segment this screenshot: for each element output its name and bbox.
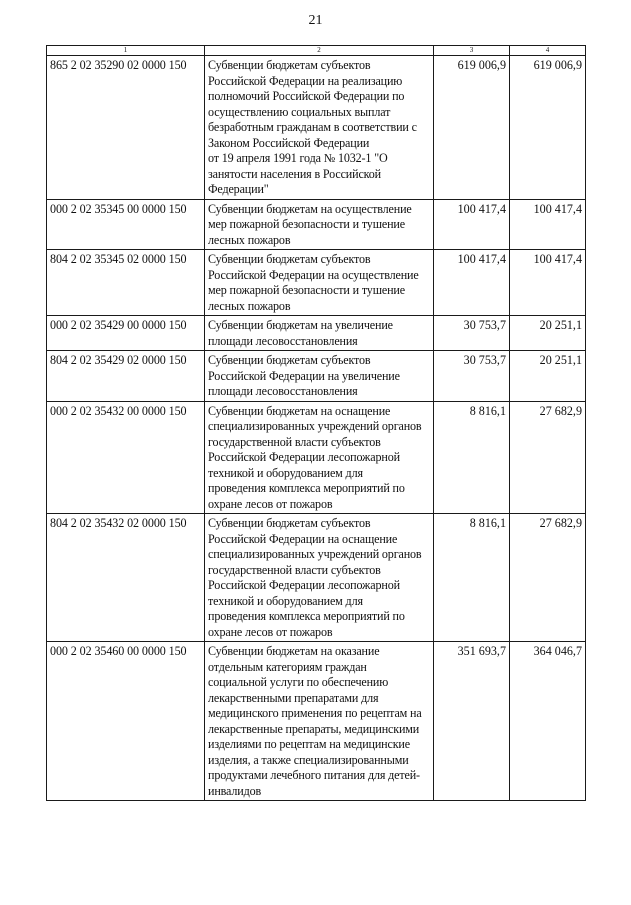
description-line: занятости населения в Российской xyxy=(208,166,381,181)
table-row xyxy=(47,642,586,801)
description-line: охране лесов от пожаров xyxy=(208,496,333,511)
description-line: специализированных учреждений органов xyxy=(208,547,422,561)
budget-classification-code: 804 2 02 35432 02 0000 150 xyxy=(47,514,205,642)
description-line: специализированных учреждений органов xyxy=(208,419,422,433)
description-line: площади лесовосстановления xyxy=(208,333,358,348)
column-header-4: 4 xyxy=(510,46,586,56)
budget-classification-code: 000 2 02 35432 00 0000 150 xyxy=(47,401,205,514)
amount-column-4: 364 046,7 xyxy=(510,642,586,801)
description-line: лесных пожаров xyxy=(208,298,291,313)
description-line: инвалидов xyxy=(208,783,262,798)
amount-column-4: 20 251,1 xyxy=(510,351,586,402)
description-line: Законом Российской Федерации xyxy=(208,135,370,150)
revenue-description xyxy=(205,316,434,351)
amount-column-4: 27 682,9 xyxy=(510,401,586,514)
description-line: безработным гражданам в соответствии с xyxy=(208,120,417,134)
description-line: медицинского применения по рецептам на xyxy=(208,706,422,720)
amount-column-3: 30 753,7 xyxy=(434,351,510,402)
amount-column-3: 100 417,4 xyxy=(434,250,510,316)
description-line: Субвенции бюджетам субъектов xyxy=(208,516,371,530)
description-line: проведения комплекса мероприятий по xyxy=(208,481,405,495)
budget-classification-code: 865 2 02 35290 02 0000 150 xyxy=(47,56,205,200)
column-header-2: 2 xyxy=(205,46,434,56)
table-row xyxy=(47,401,586,514)
table-body xyxy=(47,56,586,801)
description-line: Российской Федерации на осуществление xyxy=(208,267,419,282)
description-line: Российской Федерации на оснащение xyxy=(208,531,398,546)
amount-column-3: 619 006,9 xyxy=(434,56,510,200)
budget-classification-code: 000 2 02 35345 00 0000 150 xyxy=(47,199,205,250)
description-line: полномочий Российской Федерации по xyxy=(208,89,405,103)
amount-column-3: 100 417,4 xyxy=(434,199,510,250)
table-row xyxy=(47,316,586,351)
revenue-description xyxy=(205,351,434,402)
budget-classification-code: 000 2 02 35460 00 0000 150 xyxy=(47,642,205,801)
description-line: Российской Федерации на увеличение xyxy=(208,368,400,383)
description-line: мер пожарной безопасности и тушение xyxy=(208,283,405,297)
table-row xyxy=(47,514,586,642)
description-line: лесных пожаров xyxy=(208,232,291,247)
column-header-1: 1 xyxy=(47,46,205,56)
page-number: 21 xyxy=(308,13,323,28)
revenue-description xyxy=(205,642,434,801)
table-row xyxy=(47,56,586,200)
description-line: Субвенции бюджетам на увеличение xyxy=(208,318,393,332)
budget-classification-code: 804 2 02 35345 02 0000 150 xyxy=(47,250,205,316)
description-line: отдельным категориям граждан xyxy=(208,659,367,674)
description-line: изделия, а также специализированными xyxy=(208,752,409,767)
amount-column-4: 20 251,1 xyxy=(510,316,586,351)
budget-classification-code: 000 2 02 35429 00 0000 150 xyxy=(47,316,205,351)
description-line: от 19 апреля 1991 года № 1032-1 "О xyxy=(208,151,388,165)
description-line: лекарственными препаратами для xyxy=(208,690,379,705)
amount-column-3: 351 693,7 xyxy=(434,642,510,801)
amount-column-4: 100 417,4 xyxy=(510,250,586,316)
table-header xyxy=(47,46,586,56)
description-line: осуществлению социальных выплат xyxy=(208,104,391,119)
amount-column-4: 27 682,9 xyxy=(510,514,586,642)
description-line: охране лесов от пожаров xyxy=(208,624,333,639)
description-line: Субвенции бюджетам на оказание xyxy=(208,644,380,658)
description-line: социальной услуги по обеспечению xyxy=(208,675,389,689)
description-line: Субвенции бюджетам субъектов xyxy=(208,252,371,266)
table-row xyxy=(47,250,586,316)
revenue-description xyxy=(205,514,434,642)
description-line: площади лесовосстановления xyxy=(208,384,358,398)
description-line: Российской Федерации лесопожарной xyxy=(208,450,400,464)
amount-column-3: 30 753,7 xyxy=(434,316,510,351)
column-header-3: 3 xyxy=(434,46,510,56)
description-line: государственной власти субъектов xyxy=(208,434,381,449)
table-row xyxy=(47,199,586,250)
description-line: Субвенции бюджетам субъектов xyxy=(208,58,371,72)
amount-column-4: 100 417,4 xyxy=(510,199,586,250)
header-row xyxy=(47,46,586,56)
amount-column-4: 619 006,9 xyxy=(510,56,586,200)
description-line: Российской Федерации на реализацию xyxy=(208,73,403,88)
budget-table xyxy=(46,45,586,801)
description-line: техникой и оборудованием для xyxy=(208,465,363,480)
description-line: Субвенции бюджетам на осуществление xyxy=(208,201,412,216)
table-row xyxy=(47,351,586,402)
description-line: изделиями по рецептам на медицинские xyxy=(208,737,410,751)
revenue-description xyxy=(205,56,434,200)
description-line: лекарственные препараты, медицинскими xyxy=(208,721,420,736)
description-line: Российской Федерации лесопожарной xyxy=(208,578,400,592)
description-line: проведения комплекса мероприятий по xyxy=(208,609,405,623)
amount-column-3: 8 816,1 xyxy=(434,514,510,642)
description-line: мер пожарной безопасности и тушение xyxy=(208,217,405,231)
description-line: продуктами лечебного питания для детей- xyxy=(208,768,420,782)
amount-column-3: 8 816,1 xyxy=(434,401,510,514)
description-line: государственной власти субъектов xyxy=(208,562,381,577)
description-line: Субвенции бюджетам субъектов xyxy=(208,353,371,367)
revenue-description xyxy=(205,401,434,514)
description-line: техникой и оборудованием для xyxy=(208,593,363,608)
budget-classification-code: 804 2 02 35429 02 0000 150 xyxy=(47,351,205,402)
description-line: Субвенции бюджетам на оснащение xyxy=(208,403,391,418)
revenue-description xyxy=(205,250,434,316)
revenue-description xyxy=(205,199,434,250)
description-line: Федерации" xyxy=(208,182,269,196)
